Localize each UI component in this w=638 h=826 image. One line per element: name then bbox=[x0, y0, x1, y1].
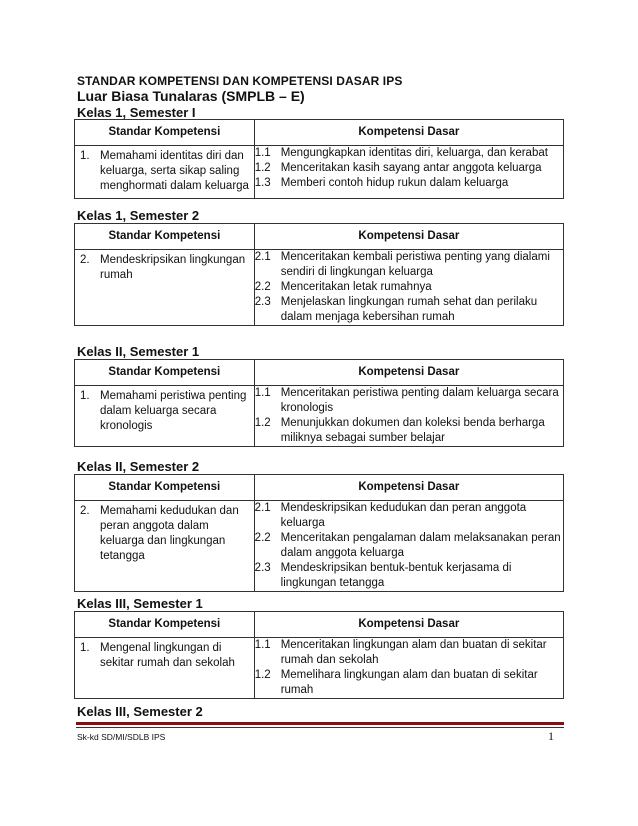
competency-table bbox=[74, 611, 564, 699]
kd-item: 2.2 Menceritakan pengalaman dalam melaksanakan peran dalam anggota keluarga bbox=[254, 532, 561, 559]
kd-item: 2.1 Menceritakan kembali peristiwa penting yang dialami sendiri di lingkungan keluarga bbox=[254, 251, 550, 278]
section-heading: Kelas II, Semester 1 bbox=[77, 344, 200, 359]
document-subtitle: Luar Biasa Tunalaras (SMPLB – E) bbox=[77, 88, 305, 104]
footer-label: Sk-kd SD/MI/SDLB IPS bbox=[77, 732, 166, 742]
kd-item: 1.2 Menceritakan kasih sayang antar anggota keluarga bbox=[254, 162, 542, 174]
kd-column-header: Kompetensi Dasar bbox=[254, 475, 563, 501]
kd-item: 2.2 Menceritakan letak rumahnya bbox=[254, 281, 432, 293]
sk-text: Memahami kedudukan dan peran anggota dalam keluarga dan lingkungan tetangga bbox=[100, 505, 239, 562]
table-row bbox=[75, 386, 564, 447]
footer-divider bbox=[76, 727, 564, 728]
section-heading: Kelas III, Semester 1 bbox=[77, 596, 203, 611]
document-title: STANDAR KOMPETENSI DAN KOMPETENSI DASAR IPS bbox=[77, 74, 403, 88]
competency-table bbox=[74, 474, 564, 592]
kd-item: 1.2 Menunjukkan dokumen dan koleksi benda berharga miliknya sebagai sumber belajar bbox=[254, 417, 545, 444]
kd-item: 1.3 Memberi contoh hidup rukun dalam keluarga bbox=[254, 177, 509, 189]
sk-number: 2. bbox=[80, 254, 90, 266]
section-heading: Kelas II, Semester 2 bbox=[77, 459, 200, 474]
kd-column-header: Kompetensi Dasar bbox=[254, 224, 563, 250]
page-number: 1 bbox=[548, 729, 554, 743]
footer-divider bbox=[76, 722, 564, 725]
kd-item: 1.1 Menceritakan peristiwa penting dalam keluarga secara kronologis bbox=[254, 387, 559, 414]
sk-text: Memahami peristiwa penting dalam keluarga secara kronologis bbox=[100, 390, 247, 432]
section-heading: Kelas 1, Semester I bbox=[77, 105, 196, 120]
sk-text: Mendeskripsikan lingkungan rumah bbox=[100, 254, 246, 281]
kd-item: 2.3 Mendeskripsikan bentuk-bentuk kerjasama di lingkungan tetangga bbox=[254, 562, 512, 589]
table-row bbox=[75, 501, 564, 592]
sk-column-header: Standar Kompetensi bbox=[75, 120, 255, 146]
sk-number: 1. bbox=[80, 390, 90, 402]
table-row bbox=[75, 146, 564, 199]
sk-number: 1. bbox=[80, 150, 90, 162]
kd-column-header: Kompetensi Dasar bbox=[254, 360, 563, 386]
sk-column-header: Standar Kompetensi bbox=[75, 475, 255, 501]
sk-text: Memahami identitas diri dan keluarga, serta sikap saling menghormati dalam keluarga bbox=[100, 150, 249, 192]
kd-item: 1.2 Memelihara lingkungan alam dan buatan di sekitar rumah bbox=[254, 669, 538, 696]
section-heading: Kelas III, Semester 2 bbox=[77, 704, 203, 719]
sk-text: Mengenal lingkungan di sekitar rumah dan sekolah bbox=[100, 642, 235, 669]
competency-table bbox=[74, 119, 564, 199]
competency-table bbox=[74, 359, 564, 447]
kd-item: 1.1 Mengungkapkan identitas diri, keluarga, dan kerabat bbox=[254, 147, 548, 159]
sk-column-header: Standar Kompetensi bbox=[75, 224, 255, 250]
sk-number: 1. bbox=[80, 642, 90, 654]
kd-item: 2.3 Menjelaskan lingkungan rumah sehat dan perilaku dalam menjaga kebersihan rumah bbox=[254, 296, 538, 323]
kd-column-header: Kompetensi Dasar bbox=[254, 120, 563, 146]
section-heading: Kelas 1, Semester 2 bbox=[77, 208, 200, 223]
sk-column-header: Standar Kompetensi bbox=[75, 612, 255, 638]
kd-item: 1.1 Menceritakan lingkungan alam dan buatan di sekitar rumah dan sekolah bbox=[254, 639, 547, 666]
table-row bbox=[75, 638, 564, 699]
competency-table bbox=[74, 223, 564, 326]
kd-item: 2.1 Mendeskripsikan kedudukan dan peran anggota keluarga bbox=[254, 502, 527, 529]
sk-number: 2. bbox=[80, 505, 90, 517]
table-row bbox=[75, 250, 564, 326]
kd-column-header: Kompetensi Dasar bbox=[254, 612, 563, 638]
sk-column-header: Standar Kompetensi bbox=[75, 360, 255, 386]
